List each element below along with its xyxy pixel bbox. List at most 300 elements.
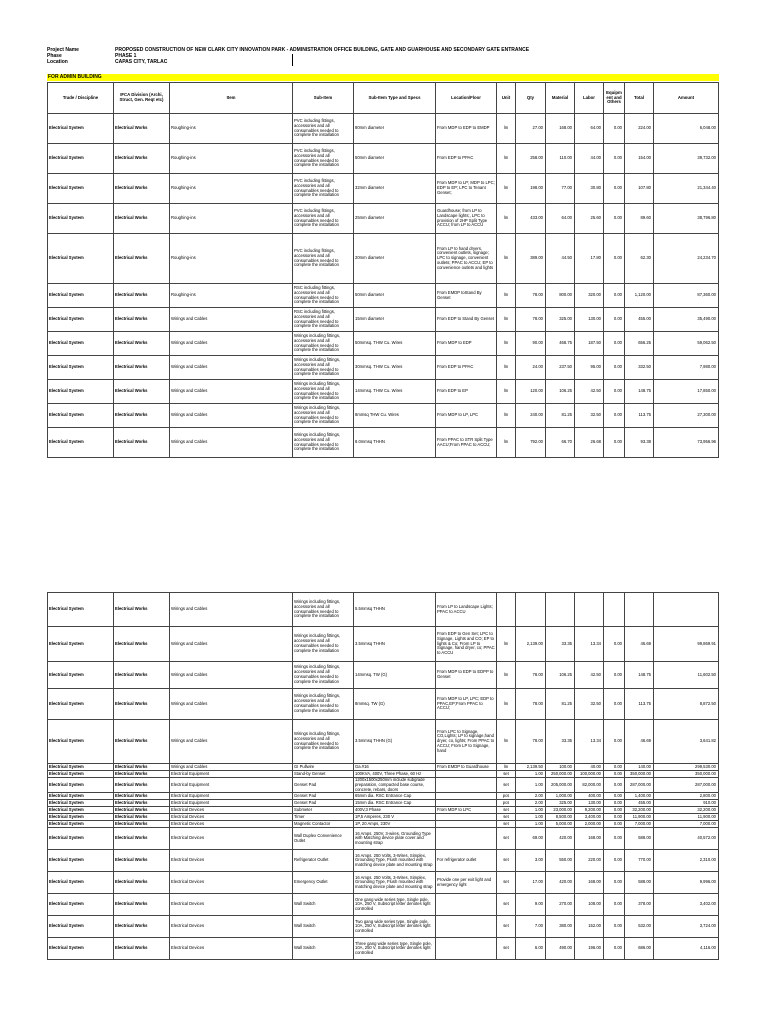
division-cell: Electrical Works [114,828,170,850]
labor-cell: 32.50 [575,404,604,428]
unit-cell: set [497,938,516,960]
trade-cell: Electrical System [48,404,114,428]
trade-cell: Electrical System [48,872,114,894]
equipment-cell [604,593,625,627]
unit-cell: set [497,828,516,850]
qty-cell: 27.00 [516,114,546,144]
trade-cell: Electrical System [48,850,114,872]
item-cell: Electrical Devices [170,850,293,872]
col-header-unit: Unit [497,83,516,114]
qty-cell [516,593,546,627]
total-cell: 455.00 [625,800,654,807]
unit-cell: lm [497,720,516,764]
trade-cell: Electrical System [48,356,114,380]
material-cell: 468.75 [546,332,575,356]
sub-item-cell: PVC including fittings, accessories and all consumables needed to complete the installation [293,234,354,284]
table-row [48,814,719,821]
table-row [48,593,719,627]
equipment-cell: 0.00 [604,404,625,428]
total-cell: 7,000.00 [625,821,654,828]
col-header-qty: Qty [516,83,546,114]
sub-item-cell: Stand-by Genset [293,771,354,778]
total-cell: 148.75 [625,380,654,404]
col-header-material: Material [546,83,575,114]
sub-item-cell: Wirings including fittings, accessories and all consumables needed to complete the installation [293,380,354,404]
unit-cell: lm [497,764,516,771]
table-row [48,689,719,720]
total-cell: 140.00 [625,764,654,771]
labor-cell: 100,000.00 [575,771,604,778]
trade-cell: Electrical System [48,720,114,764]
sub-item-cell: GI Pullwire [293,764,354,771]
item-cell: Wirings and Cables [170,428,293,458]
location-cell: From MDP to EDP to EDPP to Genset [436,662,497,689]
specs-cell: Three gang wide series type, Single pole, 10A, 250 V, Subscript letter denotes light controlled [354,938,436,960]
trade-cell: Electrical System [48,778,114,793]
qty-cell: 7.00 [516,916,546,938]
header-row [48,83,719,114]
trade-cell: Electrical System [48,308,114,332]
location-cell [436,793,497,800]
sub-item-cell: PVC including fittings, accessories and all consumables needed to complete the installation [293,174,354,204]
division-cell: Electrical Works [114,894,170,916]
unit-cell: lm [497,380,516,404]
specs-cell: 400V,3 Phase [354,807,436,814]
location-cell: From EDP to Gen Set; LPC to Signage, Lights and CO; EP to lights & Co; From LP to Signage, hand dryer, co; PPAC to ACCU [436,627,497,662]
qty-cell: 258.00 [516,144,546,174]
labor-cell: 168.00 [575,872,604,894]
unit-cell: lm [497,284,516,308]
item-cell: Roughing-ins [170,204,293,234]
col-header-labor: Labor [575,83,604,114]
boq-table-admin-building [47,82,719,458]
amount-cell: 9,996.00 [654,872,719,894]
material-cell: 44.50 [546,234,575,284]
table-row [48,174,719,204]
unit-cell [497,593,516,627]
item-cell: Electrical Devices [170,872,293,894]
labor-cell: 13.34 [575,627,604,662]
location-cell: From LP to Landscape Lights; PPAC to ACCU [436,593,497,627]
trade-cell: Electrical System [48,284,114,308]
total-cell: 32,200.00 [625,807,654,814]
unit-cell: pcs [497,800,516,807]
table-row [48,872,719,894]
sub-item-cell: Wirings including fittings, accessories and all consumables needed to complete the installation [293,593,354,627]
qty-cell: 2.00 [516,793,546,800]
qty-cell: 1.00 [516,814,546,821]
item-cell: Electrical Devices [170,828,293,850]
labor-cell: 108.00 [575,894,604,916]
location-cell: From LP to hand dryers, convenient outlets, signage; LPC to signage, convenient outlets; PPAC to ACCU; EP to convenience outlets and lights [436,234,497,284]
total-cell: 770.00 [625,850,654,872]
equipment-cell: 0.00 [604,938,625,960]
amount-cell: 8,872.50 [654,689,719,720]
specs-cell: 1P, 20 Amps, 230V [354,821,436,828]
total-cell: 113.75 [625,689,654,720]
trade-cell: Electrical System [48,771,114,778]
amount-cell: 2,800.00 [654,793,719,800]
labor-cell: 40.00 [575,764,604,771]
equipment-cell: 0.00 [604,800,625,807]
amount-cell: 87,360.00 [654,284,719,308]
amount-cell: 59,062.50 [654,332,719,356]
equipment-cell: 0.00 [604,778,625,793]
item-cell: Electrical Equipment [170,800,293,807]
total-cell: 107.80 [625,174,654,204]
material-cell: 81.25 [546,404,575,428]
trade-cell: Electrical System [48,938,114,960]
qty-cell: 1.00 [516,771,546,778]
division-cell: Electrical Works [114,793,170,800]
table-row [48,380,719,404]
total-cell: 588.00 [625,828,654,850]
labor-cell: 95.00 [575,356,604,380]
labor-cell: 9,200.00 [575,807,604,814]
location-cell: From EMDP toStand By Genset [436,284,497,308]
item-cell: Wirings and Cables [170,689,293,720]
division-cell: Electrical Works [114,916,170,938]
material-cell: 33.35 [546,627,575,662]
division-cell: Electrical Works [114,778,170,793]
table-row [48,764,719,771]
unit-cell: lm [497,308,516,332]
specs-cell: 16 Amps. 250 Volts, 3-Wires, Simplex, Grounding Type, Flush mounted with matching device plate and mounting strap [354,872,436,894]
total-cell: 62.30 [625,234,654,284]
sub-item-cell: Wall Duplex Convenience Outlet [293,828,354,850]
qty-cell: 24.00 [516,356,546,380]
labor-cell: 44.00 [575,144,604,174]
trade-cell: Electrical System [48,828,114,850]
trade-cell: Electrical System [48,332,114,356]
trade-cell: Electrical System [48,204,114,234]
total-cell: 148.75 [625,662,654,689]
table-row [48,778,719,793]
material-cell: 5,000.00 [546,821,575,828]
trade-cell: Electrical System [48,800,114,807]
division-cell: Electrical Works [114,332,170,356]
trade-cell: Electrical System [48,764,114,771]
amount-cell: 39,732.00 [654,144,719,174]
material-cell: 550.00 [546,850,575,872]
location-cell: From MDP to EDP to EMDP [436,114,497,144]
total-cell: 46.69 [625,627,654,662]
specs-cell: One gang wide series type, Single pole, 10A, 250 V, Subscript letter denotes light controlled [354,894,436,916]
amount-cell: 7,980.00 [654,356,719,380]
division-cell: Electrical Works [114,771,170,778]
project-name-value: PROPOSED CONSTRUCTION OF NEW CLARK CITY INNOVATION PARK - ADMINISTRATION OFFICE BUILDING, GATE AND GUARHOUSE AND SECONDARY GATE ENTRANCE [115,47,530,53]
material-cell: 800.00 [546,284,575,308]
location-cell: From MDP to EDP [436,332,497,356]
location-cell: From EDP to PPAC [436,356,497,380]
location-cell: From EMDP to Guardhouse [436,764,497,771]
labor-cell: 13.34 [575,720,604,764]
unit-cell: set [497,916,516,938]
division-cell: Electrical Works [114,308,170,332]
specs-cell: 50mm diameter [354,284,436,308]
location-cell: Provide one per exit light and emergency light [436,872,497,894]
total-cell: 378.00 [625,894,654,916]
location-cell [436,778,497,793]
col-header-sub-item: Sub-Item [293,83,354,114]
trade-cell: Electrical System [48,814,114,821]
total-cell: 46.69 [625,720,654,764]
unit-cell: lm [497,404,516,428]
specs-cell: 14mmsq. THW Cu. Wires [354,380,436,404]
specs-cell: 16 Amps. 250 Volts, 3-Wires, Simplex, Grounding Type, Flush mounted with matching device plate and mounting strap [354,850,436,872]
amount-cell: 6,048.00 [654,114,719,144]
equipment-cell: 0.00 [604,807,625,814]
material-cell: 81.25 [546,689,575,720]
location-cell: From LPC to Signage, CO,Lights; LP to signage,hand dryer, co, lights; From PPAC to ACCU; From LP to Signage, hand [436,720,497,764]
equipment-cell: 0.00 [604,380,625,404]
division-cell: Electrical Works [114,380,170,404]
material-cell: 106.25 [546,380,575,404]
item-cell: Electrical Devices [170,807,293,814]
table-row [48,800,719,807]
division-cell: Electrical Works [114,814,170,821]
table-row [48,332,719,356]
material-cell: 77.00 [546,174,575,204]
division-cell: Electrical Works [114,234,170,284]
equipment-cell: 0.00 [604,764,625,771]
table-row [48,144,719,174]
unit-cell: lm [497,144,516,174]
equipment-cell: 0.00 [604,720,625,764]
sub-item-cell: PVC including fittings, accessories and all consumables needed to complete the installation [293,114,354,144]
equipment-cell: 0.00 [604,144,625,174]
qty-cell: 389.00 [516,234,546,284]
qty-cell: 78.00 [516,308,546,332]
item-cell: Wirings and Cables [170,627,293,662]
division-cell: Electrical Works [114,404,170,428]
division-cell: Electrical Works [114,204,170,234]
amount-cell: 73,956.96 [654,428,719,458]
trade-cell: Electrical System [48,662,114,689]
unit-cell: lm [497,662,516,689]
division-cell: Electrical Works [114,174,170,204]
sub-item-cell: Genset Pad [293,800,354,807]
total-cell: 224.00 [625,114,654,144]
col-header-amount: Amount [654,83,719,114]
specs-cell: 3.5mmsq THHN [354,627,436,662]
qty-cell: 6.00 [516,938,546,960]
equipment-cell: 0.00 [604,308,625,332]
table-row [48,234,719,284]
total-cell: 154.00 [625,144,654,174]
sub-item-cell: Wirings including fittings, accessories and all consumables needed to complete the installation [293,689,354,720]
equipment-cell: 0.00 [604,689,625,720]
specs-cell: 8mmsq THW Cu. Wires [354,404,436,428]
item-cell: Wirings and Cables [170,404,293,428]
table-row [48,428,719,458]
amount-cell: 35,490.00 [654,308,719,332]
specs-cell: 80mm diameter [354,114,436,144]
labor-cell: 26.68 [575,428,604,458]
location-cell: From EDP to EP [436,380,497,404]
table-row [48,828,719,850]
boq-table-continued [47,592,719,960]
total-cell: 455.00 [625,308,654,332]
amount-cell: 2,310.00 [654,850,719,872]
equipment-cell: 0.00 [604,662,625,689]
division-cell: Electrical Works [114,689,170,720]
total-cell: 287,000.00 [625,778,654,793]
total-cell: 332.50 [625,356,654,380]
total-cell: 1,120.00 [625,284,654,308]
division-cell: Electrical Works [114,662,170,689]
unit-cell: lm [497,204,516,234]
labor-cell: 32.50 [575,689,604,720]
material-cell: 325.00 [546,800,575,807]
amount-cell: 350,000.00 [654,771,719,778]
specs-cell: 8mmsq. TW (G) [354,689,436,720]
labor-cell: 17.80 [575,234,604,284]
sub-item-cell: Wall Switch [293,894,354,916]
location-cell [436,800,497,807]
table-row [48,938,719,960]
sub-item-cell: Wall Switch [293,916,354,938]
item-cell: Roughing-ins [170,234,293,284]
unit-cell: set [497,850,516,872]
amount-cell: 24,234.70 [654,234,719,284]
unit-cell: lm [497,114,516,144]
material-cell: 420.00 [546,872,575,894]
sub-item-cell: Wirings including fittings, accessories and all consumables needed to complete the installation [293,404,354,428]
sub-item-cell: Wirings including fittings, accessories and all consumables needed to complete the installation [293,332,354,356]
division-cell: Electrical Works [114,938,170,960]
specs-cell: 3.5mmsq THHN (G) [354,720,436,764]
sub-item-cell: Refrigerator Outlet [293,850,354,872]
trade-cell: Electrical System [48,593,114,627]
division-cell: Electrical Works [114,428,170,458]
project-header [47,47,529,66]
location-cell [436,916,497,938]
unit-cell: set [497,894,516,916]
qty-cell: 2,139.00 [516,627,546,662]
table-row [48,627,719,662]
material-cell: 33.35 [546,720,575,764]
labor-cell: 196.00 [575,938,604,960]
col-header-trade: Trade / Discipline [48,83,114,114]
amount-cell: 11,900.00 [654,814,719,821]
division-cell: Electrical Works [114,627,170,662]
specs-cell: 50mm diameter [354,144,436,174]
amount-cell: 7,000.00 [654,821,719,828]
header-label: Project Name [47,47,79,53]
division-cell: Electrical Works [114,800,170,807]
equipment-cell: 0.00 [604,821,625,828]
sub-item-cell: Timer [293,814,354,821]
total-cell: 113.75 [625,404,654,428]
material-cell: 490.00 [546,938,575,960]
sub-item-cell: Submeter [293,807,354,814]
table-row [48,114,719,144]
specs-cell: 25mm diameter [354,204,436,234]
labor-cell: 2,000.00 [575,821,604,828]
labor-cell: 64.00 [575,114,604,144]
material-cell: 110.00 [546,144,575,174]
material-cell: 168.00 [546,114,575,144]
unit-cell: set [497,821,516,828]
specs-cell: 15mm diameter [354,308,436,332]
specs-cell: 5.5mmsq THHN [354,593,436,627]
trade-cell: Electrical System [48,428,114,458]
unit-cell: set [497,807,516,814]
qty-cell: 1.00 [516,807,546,814]
equipment-cell: 0.00 [604,174,625,204]
qty-cell: 78.00 [516,689,546,720]
table-row [48,771,719,778]
division-cell: Electrical Works [114,807,170,814]
unit-cell: lm [497,234,516,284]
col-header-total: Total [625,83,654,114]
header-divider [292,54,293,66]
sub-item-cell: Genset Pad [293,793,354,800]
section-banner: FOR ADMIN BUILDING [47,74,719,81]
labor-cell: 130.00 [575,308,604,332]
item-cell: Electrical Equipment [170,793,293,800]
material-cell: 66.70 [546,428,575,458]
material-cell: 250,000.00 [546,771,575,778]
item-cell: Wirings and Cables [170,308,293,332]
trade-cell: Electrical System [48,916,114,938]
table-row [48,793,719,800]
amount-cell: 99,869.91 [654,627,719,662]
labor-cell: 187.50 [575,332,604,356]
location-cell: From MDP to LP; MDP to LPC; EDP to EP; LPC to Tenant Genset; [436,174,497,204]
total-cell: 11,900.00 [625,814,654,821]
total-cell: 686.00 [625,938,654,960]
qty-cell: 17.00 [516,872,546,894]
division-cell: Electrical Works [114,764,170,771]
table-row [48,404,719,428]
item-cell: Roughing-ins [170,174,293,204]
specs-cell: 100KVA, 400V, Three Phase, 60 Hz [354,771,436,778]
specs-cell: 20mm diameter [354,234,436,284]
total-cell: 89.60 [625,204,654,234]
material-cell: 23,000.00 [546,807,575,814]
sub-item-cell: Wirings including fittings, accessories and all consumables needed to complete the installation [293,662,354,689]
labor-cell [575,593,604,627]
sub-item-cell: RSC including fittings, accessories and all consumables needed to complete the installation [293,284,354,308]
qty-cell: 1.00 [516,821,546,828]
location-value: CAPAS CITY, TARLAC [115,59,168,66]
sub-item-cell: Wirings including fittings, accessories and all consumables needed to complete the installation [293,627,354,662]
item-cell: Wirings and Cables [170,380,293,404]
location-cell [436,938,497,960]
phase-value: PHASE 1 [115,53,137,60]
header-label: Location [47,59,68,66]
equipment-cell: 0.00 [604,114,625,144]
amount-cell: 4,116.00 [654,938,719,960]
division-cell: Electrical Works [114,821,170,828]
division-cell: Electrical Works [114,720,170,764]
material-cell: 1,000.00 [546,793,575,800]
total-cell: 588.00 [625,872,654,894]
specs-cell: 50mmsq. THW Cu. Wires [354,332,436,356]
item-cell: Electrical Devices [170,821,293,828]
equipment-cell: 0.00 [604,850,625,872]
unit-cell: lm [497,689,516,720]
specs-cell: 8.0mmsq THHN [354,428,436,458]
sub-item-cell: RSC including fittings, accessories and all consumables needed to complete the installation [293,308,354,332]
location-cell: From PPAC to STR Split Type AACU;From PPAC to ACCU; [436,428,497,458]
trade-cell: Electrical System [48,234,114,284]
equipment-cell: 0.00 [604,204,625,234]
item-cell: Electrical Devices [170,894,293,916]
amount-cell: 910.00 [654,800,719,807]
